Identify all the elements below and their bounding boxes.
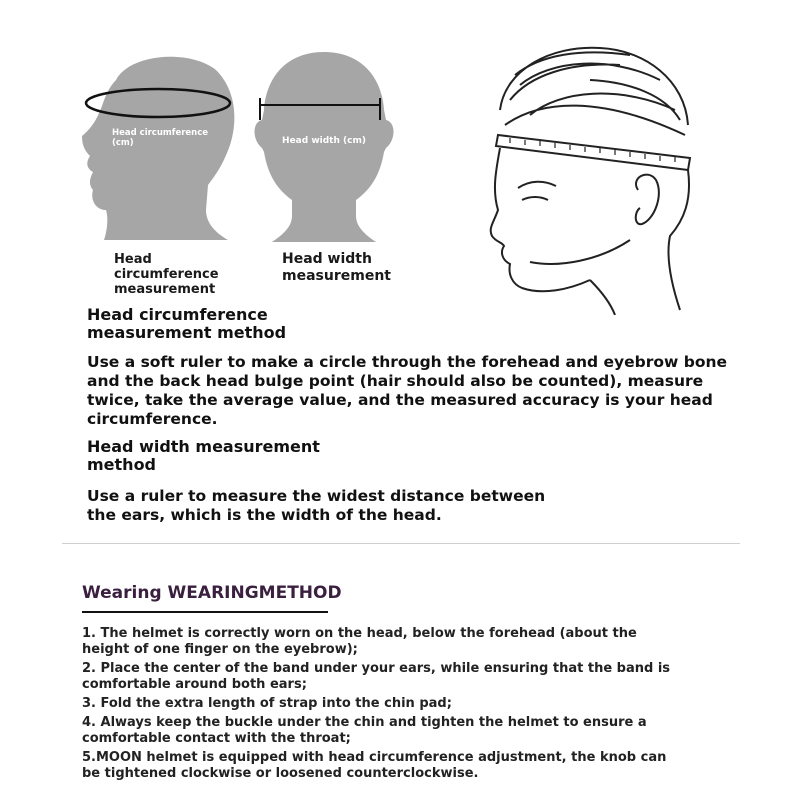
circumference-method-title: Head circumference measurement method (87, 305, 287, 342)
head-width-figure (252, 48, 397, 243)
circumference-method-body: Use a soft ruler to make a circle through the forehead and eyebrow bone and the back head bulge point (hair should also be counted), measure twice, take the average value, and the measured accuracy is your head circumference. (87, 353, 728, 428)
head-front-silhouette (255, 52, 394, 242)
circumference-caption: Head circumference measurement (114, 252, 219, 297)
list-item: 4. Always keep the buckle under the chin and tighten the helmet to ensure a comfortable contact with the throat; (82, 715, 647, 746)
hair-lines (500, 48, 688, 135)
list-item: 5.MOON helmet is equipped with head circumference adjustment, the knob can be tightened clockwise or loosened counterclockwise. (82, 750, 667, 781)
ear (636, 175, 659, 225)
width-caption: Head width measurement (282, 251, 391, 284)
wearing-title: Wearing WEARINGMETHOD (82, 583, 342, 603)
head-tape-illustration (470, 40, 720, 315)
face-profile (491, 148, 590, 291)
circumference-inner-label: Head circumference (cm) (112, 128, 209, 148)
wearing-steps (82, 626, 682, 785)
width-inner-label: Head width (cm) (282, 136, 366, 146)
list-item: 3. Fold the extra length of strap into the chin pad; (82, 696, 452, 711)
width-method-body: Use a ruler to measure the widest distance between the ears, which is the width of the head. (87, 487, 546, 524)
width-method-title: Head width measurement method (87, 437, 320, 474)
head-circumference-figure (78, 50, 238, 245)
list-item: 2. Place the center of the band under your ears, while ensuring that the band is comfortable around both ears; (82, 661, 671, 692)
section-divider (62, 543, 740, 544)
wearing-title-underline (82, 611, 328, 613)
list-item: 1. The helmet is correctly worn on the head, below the forehead (about the height of one finger on the eyebrow); (82, 626, 637, 657)
